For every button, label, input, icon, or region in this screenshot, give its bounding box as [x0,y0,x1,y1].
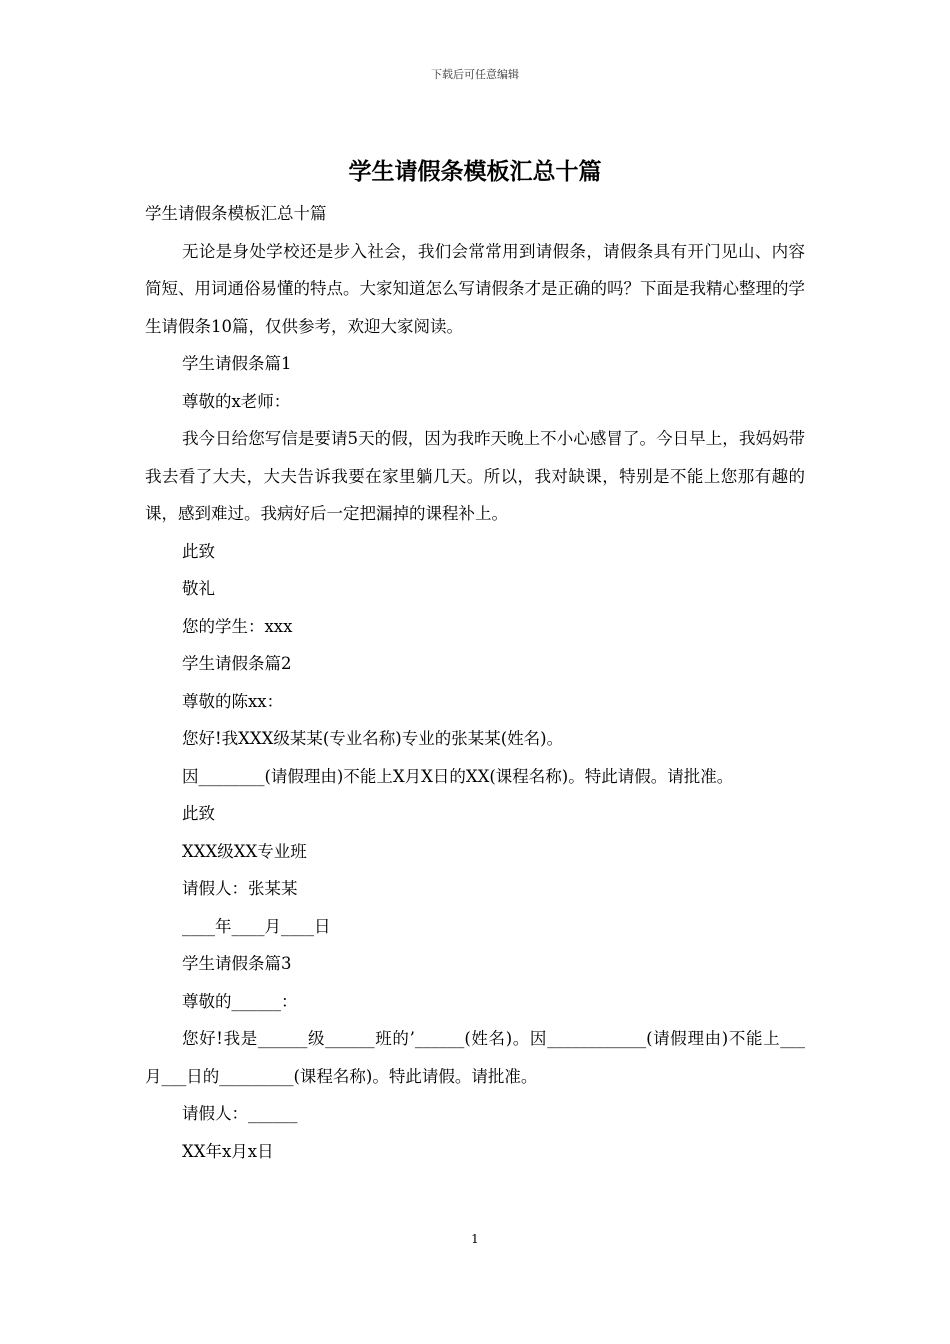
class-name-2: XXX级XX专业班 [182,841,307,861]
letter-body-3: 您好!我是______级______班的’______(姓名)。因____________(请假理由)不能上___月___日的_________(课程名称)。特此请假。请批准。 [145,1029,805,1086]
paragraph-intro: 无论是身处学校还是步入社会，我们会常常用到请假条，请假条具有开门见山、内容简短、用词通俗易懂的特点。大家知道怎么写请假条才是正确的吗？下面是我精心整理的学生请假条10篇，仅供参考，欢迎大家阅读。 [145,241,805,336]
closing-2: 此致 [182,804,215,823]
date-3: XX年x月x日 [182,1141,274,1161]
signature-1: 您的学生：xxx [182,616,293,636]
signature-3: 请假人：______ [182,1104,298,1123]
section-heading-2: 学生请假条篇2 [182,654,292,673]
page-number: 1 [471,1232,479,1246]
salutation-3: 尊敬的______： [182,991,298,1011]
closing-1: 此致 [182,541,215,561]
signature-2: 请假人：张某某 [182,879,298,898]
salutation-1: 尊敬的x老师： [182,391,291,411]
document-body [145,195,805,1170]
regards-1: 敬礼 [182,579,215,598]
section-heading-1: 学生请假条篇1 [182,354,292,373]
letter-body-1: 我今日给您写信是要请5天的假，因为我昨天晚上不小心感冒了。今日早上，我妈妈带我去看了大夫，大夫告诉我要在家里躺几天。所以，我对缺课，特别是不能上您那有趣的课，感到难过。我病好后一定把漏掉的课程补上。 [145,429,805,523]
header-note: 下载后可任意编辑 [431,68,519,81]
document-title: 学生请假条模板汇总十篇 [348,158,602,185]
salutation-2: 尊敬的陈xx： [182,691,284,711]
date-2: ____年____月____日 [182,916,331,936]
letter-body-2: 因________(请假理由)不能上X月X日的XX(课程名称)。特此请假。请批准。 [182,766,734,786]
paragraph-subtitle: 学生请假条模板汇总十篇 [145,204,327,223]
letter-greeting-2: 您好!我XXX级某某(专业名称)专业的张某某(姓名)。 [182,729,564,748]
section-heading-3: 学生请假条篇3 [182,954,292,973]
